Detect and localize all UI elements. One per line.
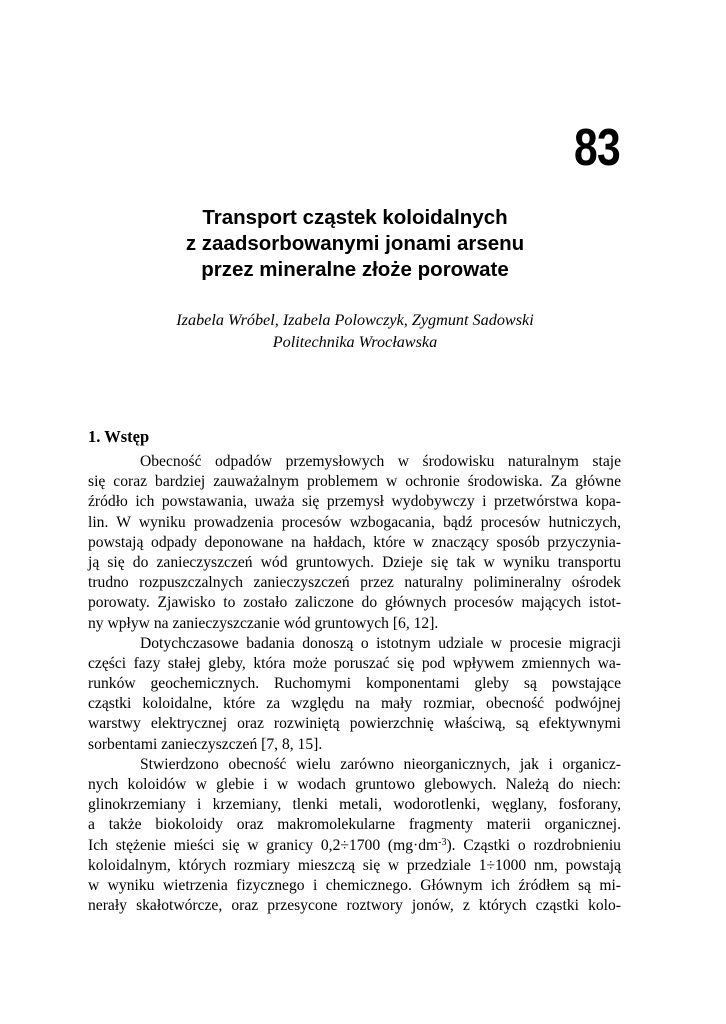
author-block [88, 309, 622, 353]
title-line: z zaadsorbowanymi jonami arsenu [185, 232, 525, 255]
authors: Izabela Wróbel, Izabela Polowczyk, Zygmunt Sadowski [176, 311, 534, 329]
text-line: a także biokoloidy oraz makromolekularne fragmenty materii organicznej. [88, 816, 621, 834]
text-line: się coraz bardziej zauważalnym problemem w ochronie środowiska. Za główne [88, 473, 621, 491]
affiliation: Politechnika Wrocławska [272, 333, 438, 351]
text-line: Obecność odpadów przemysłowych w środowisku naturalnym staje [140, 453, 621, 470]
text-line: nerały skałotwórcze, oraz przesycone roztwory jonów, z których cząstki kolo- [88, 897, 621, 915]
text-line-with-formula [88, 836, 621, 856]
text-line: ją się do zanieczyszczeń wód gruntowych. Dzieje się tak w wyniku transportu [88, 553, 621, 571]
text-line: nych koloidów w glebie i w wodach gruntowo glebowych. Należą do niech: [88, 776, 621, 793]
text-line: powstają odpady deponowane na hałdach, które w znaczący sposób przyczynia- [88, 533, 621, 551]
text-line: glinokrzemiany i krzemiany, tlenki metali, wodorotlenki, węglany, fosforany, [88, 796, 621, 814]
chapter-number: 83 [574, 119, 620, 177]
text-line: lin. W wyniku prowadzenia procesów wzbogacania, bądź procesów hutniczych, [88, 513, 621, 531]
text-line: koloidalnym, których rozmiary mieszczą się w przedziale 1÷1000 nm, powstają [88, 856, 621, 874]
title-line: przez mineralne złoże porowate [201, 258, 509, 281]
formula-text-after: ). Cząstki o rozdrobnieniu [446, 836, 621, 854]
text-line: części fazy stałej gleby, która może poruszać się pod wpływem zmiennych wa- [88, 654, 621, 672]
section-heading: 1. Wstęp [88, 427, 150, 446]
paragraph-2 [88, 634, 621, 755]
formula-superscript: -3 [438, 836, 447, 848]
text-line: ny wpływ na zanieczyszczanie wód gruntowych [6, 12]. [88, 614, 439, 632]
text-line: trudno rozpuszczalnych zanieczyszczeń przez naturalny polimineralny ośrodek [88, 574, 621, 592]
text-line: sorbentami zanieczyszczeń [7, 8, 15]. [88, 735, 323, 753]
paragraph-1 [88, 452, 621, 634]
title-line: Transport cząstek koloidalnych [202, 206, 508, 229]
formula-text-before: Ich stężenie mieści się w granicy 0,2÷1700 (mg·dm [88, 836, 439, 854]
text-line: cząstki koloidalne, które za względu na mały rozmiar, obecność podwójnej [88, 695, 621, 713]
paper-title [88, 205, 622, 283]
text-line: warstwy elektrycznej oraz rozwiniętą powierzchnię właściwą, są efektywnymi [88, 715, 621, 733]
text-line: runków geochemicznych. Ruchomymi komponentami gleby są powstające [88, 675, 621, 693]
text-line: w wyniku wietrzenia fizycznego i chemicznego. Głównym ich źródłem są mi- [88, 876, 621, 894]
text-line: Stwierdzono obecność wielu zarówno nieorganicznych, jak i organicz- [140, 755, 621, 773]
text-line: Dotychczasowe badania donoszą o istotnym udziale w procesie migracji [140, 634, 621, 652]
body-text [88, 452, 621, 916]
text-line: źródło ich powstawania, uważa się przemysł wydobywczy i przetwórstwa kopa- [88, 493, 621, 511]
paragraph-3 [88, 755, 621, 917]
text-line: porowaty. Zjawisko to zostało zaliczone do głównych procesów mających istot- [88, 594, 621, 612]
